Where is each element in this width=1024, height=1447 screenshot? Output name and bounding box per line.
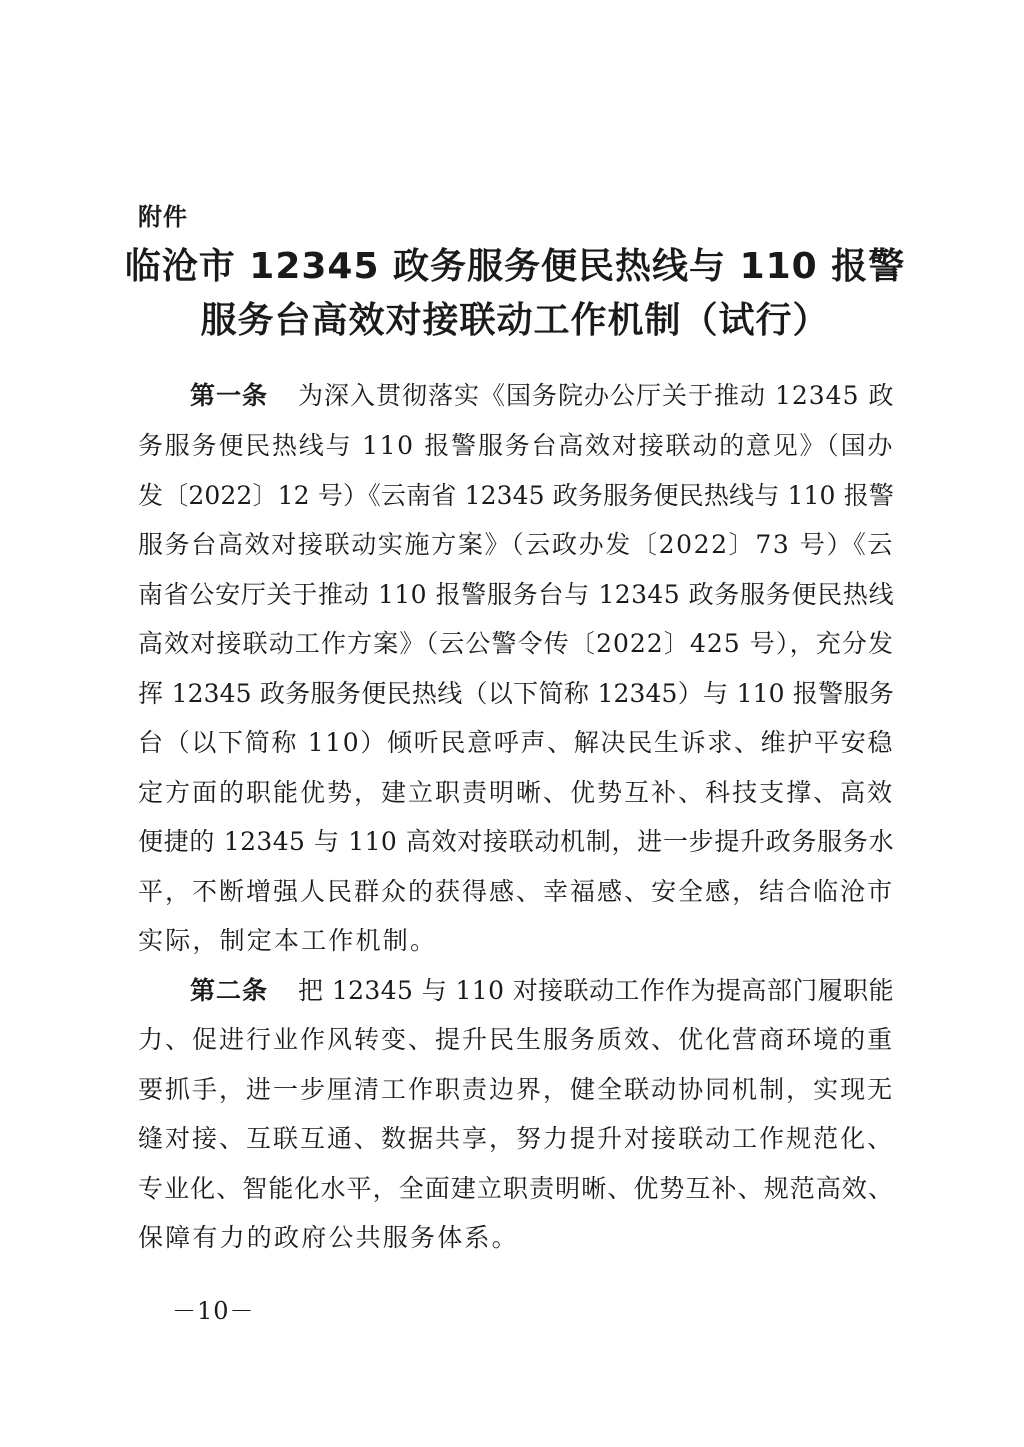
- article-2-line-4: 缝对接、互联互通、数据共享，努力提升对接联动工作规范化、: [138, 1124, 894, 1153]
- article-1-line-3: 发〔2022〕12 号）《云南省 12345 政务服务便民热线与 110 报警: [138, 481, 894, 510]
- article-1-line-6: 高效对接联动工作方案》（云公警令传〔2022〕425 号），充分发: [138, 629, 894, 658]
- article-2-text-1: 把 12345 与 110 对接联动工作作为提高部门履职能: [298, 976, 894, 1005]
- article-1-line-7: 挥 12345 政务服务便民热线（以下简称 12345）与 110 报警服务: [138, 679, 894, 708]
- document-title-line-2: 服务台高效对接联动工作机制（试行）: [200, 300, 830, 341]
- article-1-text-1: 为深入贯彻落实《国务院办公厅关于推动 12345 政: [298, 381, 895, 410]
- article-1-heading: 第一条: [190, 381, 269, 410]
- article-1-line-1: [190, 376, 894, 412]
- article-2-line-1: [190, 971, 894, 1007]
- page-number: －10－: [172, 1297, 255, 1325]
- article-1-line-11: 平，不断增强人民群众的获得感、幸福感、安全感，结合临沧市: [138, 877, 894, 906]
- attachment-label: 附件: [138, 203, 188, 231]
- article-1-line-12: 实际，制定本工作机制。: [138, 926, 438, 955]
- article-2-line-5: 专业化、智能化水平，全面建立职责明晰、优势互补、规范高效、: [138, 1174, 894, 1203]
- article-1-line-10: 便捷的 12345 与 110 高效对接联动机制，进一步提升政务服务水: [138, 827, 894, 856]
- article-1-line-5: 南省公安厅关于推动 110 报警服务台与 12345 政务服务便民热线: [138, 580, 894, 609]
- document-title-line-1: 临沧市 12345 政务服务便民热线与 110 报警: [124, 246, 906, 287]
- article-2-line-3: 要抓手，进一步厘清工作职责边界，健全联动协同机制，实现无: [138, 1075, 894, 1104]
- article-2-line-6: 保障有力的政府公共服务体系。: [138, 1223, 519, 1252]
- article-1-line-2: 务服务便民热线与 110 报警服务台高效对接联动的意见》（国办: [138, 431, 894, 460]
- article-1-line-4: 服务台高效对接联动实施方案》（云政办发〔2022〕73 号）《云: [138, 530, 894, 559]
- article-2-line-2: 力、促进行业作风转变、提升民生服务质效、优化营商环境的重: [138, 1025, 894, 1054]
- article-1-line-9: 定方面的职能优势，建立职责明晰、优势互补、科技支撑、高效: [138, 778, 894, 807]
- article-1-line-8: 台（以下简称 110）倾听民意呼声、解决民生诉求、维护平安稳: [138, 728, 894, 757]
- article-2-heading: 第二条: [190, 976, 269, 1005]
